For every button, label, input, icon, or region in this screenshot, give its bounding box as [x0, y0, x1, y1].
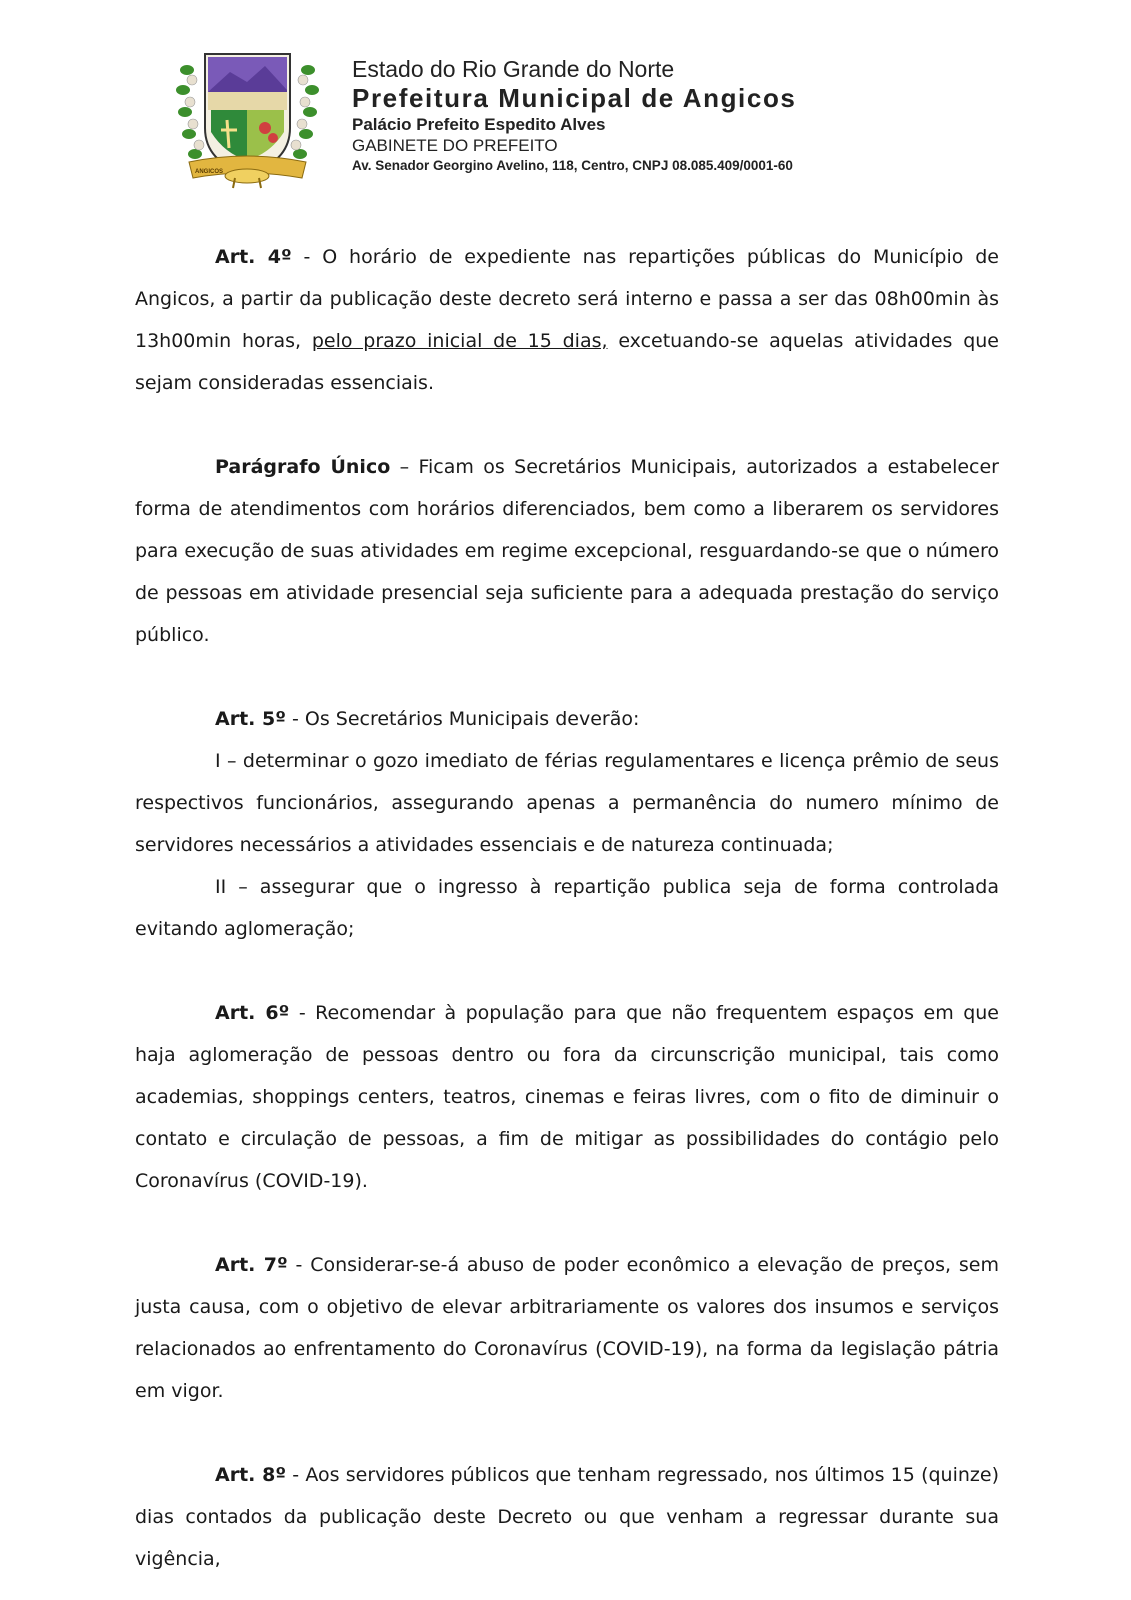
art7-text: - Considerar-se-á abuso de poder econômico a elevação de preços, sem justa causa, com o objetivo de elevar arbitrariamente os valores dos insumos e serviços relacionados ao enfrentamento do Coronavírus (COVID-19), na forma da legislação pátria em vigor. [135, 1254, 999, 1402]
letterhead [175, 50, 975, 190]
palace-name: Palácio Prefeito Espedito Alves [352, 115, 606, 134]
letterhead-text [352, 55, 797, 176]
crest-ribbon-text: ANGICOS [195, 169, 224, 175]
art5-item-2: II – assegurar que o ingresso à repartição publica seja de forma controlada evitando aglomeração; [135, 876, 999, 940]
document-body [135, 236, 999, 1580]
art5-item-1: I – determinar o gozo imediato de férias regulamentares e licença prêmio de seus respectivos funcionários, assegurando apenas a permanência do numero mínimo de servidores necessários a atividades essenciais e de natureza continuada; [135, 750, 999, 856]
art7-paragraph [135, 1244, 999, 1412]
art8-text: - Aos servidores públicos que tenham regressado, nos últimos 15 (quinze) dias contados da publicação deste Decreto ou que venham a regressar durante sua vigência, [135, 1464, 999, 1570]
art4-label: Art. 4º [215, 246, 292, 268]
address-line: Av. Senador Georgino Avelino, 118, Centro, CNPJ 08.085.409/0001-60 [352, 158, 793, 173]
art4-paragraph [135, 236, 999, 404]
art8-paragraph [135, 1454, 999, 1580]
art7-label: Art. 7º [215, 1254, 288, 1276]
art6-label: Art. 6º [215, 1002, 290, 1024]
art4-underlined-text: pelo prazo inicial de 15 dias, [311, 330, 608, 352]
gabinete-label: GABINETE DO PREFEITO [352, 136, 558, 155]
paragrafo-unico [135, 446, 999, 656]
art6-paragraph [135, 992, 999, 1202]
paragrafo-unico-text: – Ficam os Secretários Municipais, autorizados a estabelecer forma de atendimentos com horários diferenciados, bem como a liberarem os servidores para execução de suas atividades em regime excepcional, resguardando-se que o número de pessoas em atividade presencial seja suficiente para a adequada prestação do serviço público. [135, 456, 999, 646]
art6-text: - Recomendar à população para que não frequentem espaços em que haja aglomeração de pessoas dentro ou fora da circunscrição municipal, tais como academias, shoppings centers, teatros, cinemas e feiras livres, com o fito de diminuir o contato e circulação de pessoas, a fim de mitigar as possibilidades do contágio pelo Coronavírus (COVID-19). [135, 1002, 999, 1192]
prefeitura-name: Prefeitura Municipal de Angicos [352, 83, 797, 113]
art5-paragraph [135, 698, 999, 740]
municipal-crest-icon [175, 50, 320, 190]
art5-text: - Os Secretários Municipais deverão: [285, 708, 640, 730]
art4-text-2: excetuando-se aquelas atividades que sejam consideradas essenciais. [135, 330, 999, 394]
art5-label: Art. 5º [215, 708, 286, 730]
art8-label: Art. 8º [215, 1464, 287, 1486]
art4-text-1: - O horário de expediente nas repartições públicas do Município de Angicos, a partir da publicação deste decreto será interno e passa a ser das 08h00min às 13h00min horas, [135, 246, 999, 352]
state-name: Estado do Rio Grande do Norte [352, 56, 675, 82]
paragrafo-unico-label: Parágrafo Único [215, 456, 391, 478]
